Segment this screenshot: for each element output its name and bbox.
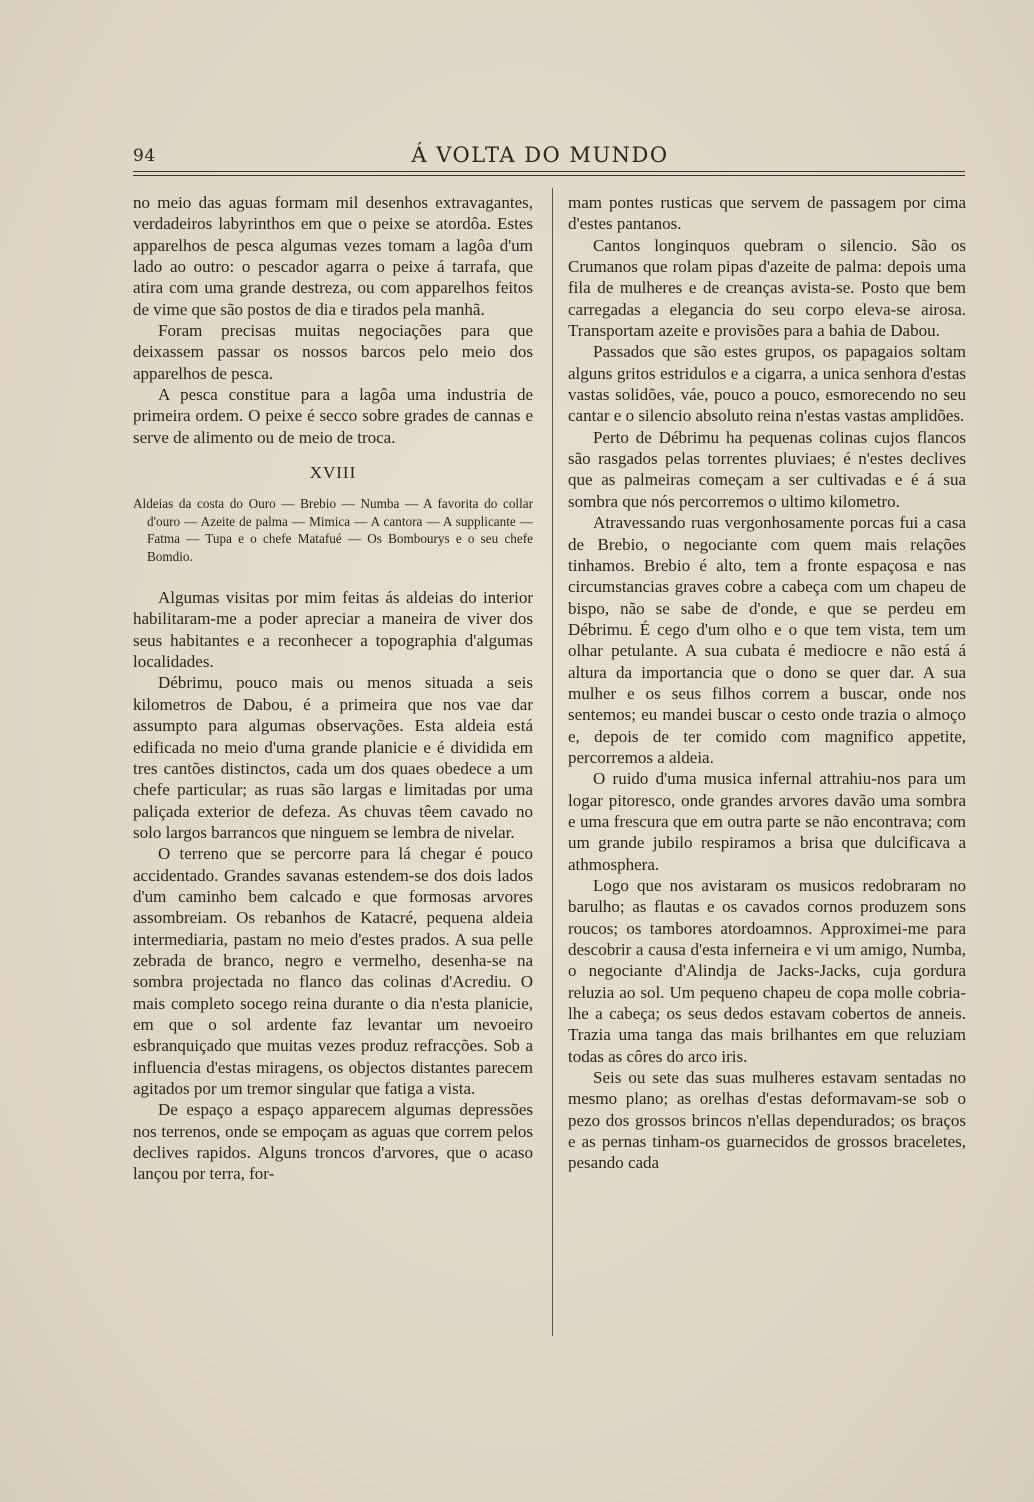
paragraph: Cantos longinquos quebram o silencio. São os Crumanos que rolam pipas d'azeite de palma: depois uma fila de mulheres e de creanças avista-se. Posto que bem carregadas a elegancia do seu corpo eleva-se airosa. Transportam azeite e provisões para a bahia de Dabou. [568, 235, 966, 341]
chapter-summary: Aldeias da costa do Ouro — Brebio — Numba — A favorita do collar d'ouro — Azeite de palma — Mimica — A cantora — A supplicante — Fatma — Tupa e o chefe Matafué — Os Bombourys e o seu chefe Bomdio. [133, 496, 533, 564]
paragraph: Algumas visitas por mim feitas ás aldeias do interior habilitaram-me a poder apreciar a maneira de viver dos seus habitantes e a reconhecer a topographia d'algumas localidades. [133, 588, 533, 672]
paragraph: A pesca constitue para a lagôa uma industria de primeira ordem. O peixe é secco sobre grades de cannas e serve de alimento ou de meio de troca. [133, 385, 533, 447]
header-rule-top [133, 171, 965, 172]
section-heading: XVIII [309, 463, 357, 483]
paragraph: Débrimu, pouco mais ou menos situada a seis kilometros de Dabou, é a primeira que nos vae dar assumpto para algumas observações. Esta aldeia está edificada no meio d'uma grande planicie e é dividida em tres cantões distinctos, cada um dos quaes obedece a um chefe particular; as ruas são largas e limitadas por uma paliçada exterior de defeza. As chuvas têem cavado no solo largos barrancos que ninguem se lembra de nivelar. [133, 673, 533, 842]
paragraph: De espaço a espaço apparecem algumas depressões nos terrenos, onde se empoçam as aguas que correm pelos declives rapidos. Alguns troncos d'arvores, que o acaso lançou por terra, for- [133, 1100, 533, 1184]
paragraph: O terreno que se percorre para lá chegar é pouco accidentado. Grandes savanas estendem-se dos dois lados d'um caminho bem calcado e que formosas arvores assombreiam. Os rebanhos de Katacré, pequena aldeia intermediaria, pastam no meio d'estes prados. A sua pelle zebrada de branco, negro e vermelho, desenha-se na sombra projectada no flanco das colinas d'Acrediu. O mais completo socego reina durante o dia n'esta planicie, em que o sol ardente faz levantar um nevoeiro esbranquiçado que muitas vezes produz refracções. Sob a influencia d'estas miragens, os objectos distantes parecem agitados por um tremor singular que fatiga a vista. [133, 844, 533, 1098]
running-title: Á VOLTA DO MUNDO [411, 143, 669, 167]
paragraph: Foram precisas muitas negociações para que deixassem passar os nossos barcos pelo meio dos apparelhos de pesca. [133, 321, 533, 383]
header-rule-bottom [133, 175, 965, 176]
paragraph: mam pontes rusticas que servem de passagem por cima d'estes pantanos. [568, 193, 966, 234]
left-column [133, 192, 533, 1185]
paragraph: Passados que são estes grupos, os papagaios soltam alguns gritos estridulos e a cigarra, a unica senhora d'estas vastas solidões, váe, pouco a pouco, esmorecendo no seu cantar e o silencio absoluto reina n'estas vastas amplidões. [568, 342, 966, 426]
column-divider [552, 188, 553, 1336]
paragraph: O ruido d'uma musica infernal attrahiu-nos para um logar pitoresco, onde grandes arvores davão uma sombra e uma frescura que em outra parte se não encontrava; com um grande jubilo respiramos a brisa que dulcificava a athmosphera. [568, 769, 966, 874]
paragraph: Atravessando ruas vergonhosamente porcas fui a casa de Brebio, o negociante com quem mais relações tinhamos. Brebio é alto, tem a fronte espaçosa e nas circumstancias graves cobre a cabeça com um chapeu de bispo, não se sabe de d'onde, e que se perdeu em Débrimu. É cego d'um olho e o que tem vista, tem um olhar petulante. A sua cubata é mediocre e não está á altura da importancia que o dono se quer dar. A sua mulher e os seus filhos correm a buscar, onde nos sentemos; eu mandei buscar o cesto onde trazia o almoço e, depois de ter comido com magnifico appetite, percorremos a aldeia. [568, 513, 966, 767]
page-number: 94 [133, 146, 156, 166]
paragraph: Perto de Débrimu ha pequenas colinas cujos flancos são rasgados pelas torrentes pluviaes; é n'estes declives que as palmeiras começam a ser cultivadas e é á sua sombra que nós percorremos o ultimo kilometro. [568, 427, 966, 511]
paragraph: no meio das aguas formam mil desenhos extravagantes, verdadeiros labyrinthos em que o peixe se atordôa. Estes apparelhos de pesca algumas vezes tomam a lagôa d'um lado ao outro: o pescador agarra o peixe á tarrafa, que atira com uma grande destreza, ou com apparelhos feitos de vime que são postos de dia e tirados pela manhã. [133, 193, 533, 319]
right-column [568, 192, 966, 1174]
paragraph: Seis ou sete das suas mulheres estavam sentadas no mesmo plano; as orelhas d'estas deformavam-se sob o pezo dos grossos brincos n'ellas dependurados; os braços e as pernas tinham-os guarnecidos de grossos braceletes, pesando cada [568, 1068, 966, 1173]
paragraph: Logo que nos avistaram os musicos redobraram no barulho; as flautas e os cavados cornos produzem sons roucos; os tambores atordoamnos. Approximei-me para descobrir a causa d'esta inferneira e vi um amigo, Numba, o negociante d'Alindja de Jacks-Jacks, cuja gordura reluzia ao sol. Um pequeno chapeu de copa molle cobria-lhe a cabeça; os seus dedos estavam cobertos de anneis. Trazia uma tanga das mais brilhantes em que reluziam todas as côres do arco iris. [568, 876, 966, 1066]
